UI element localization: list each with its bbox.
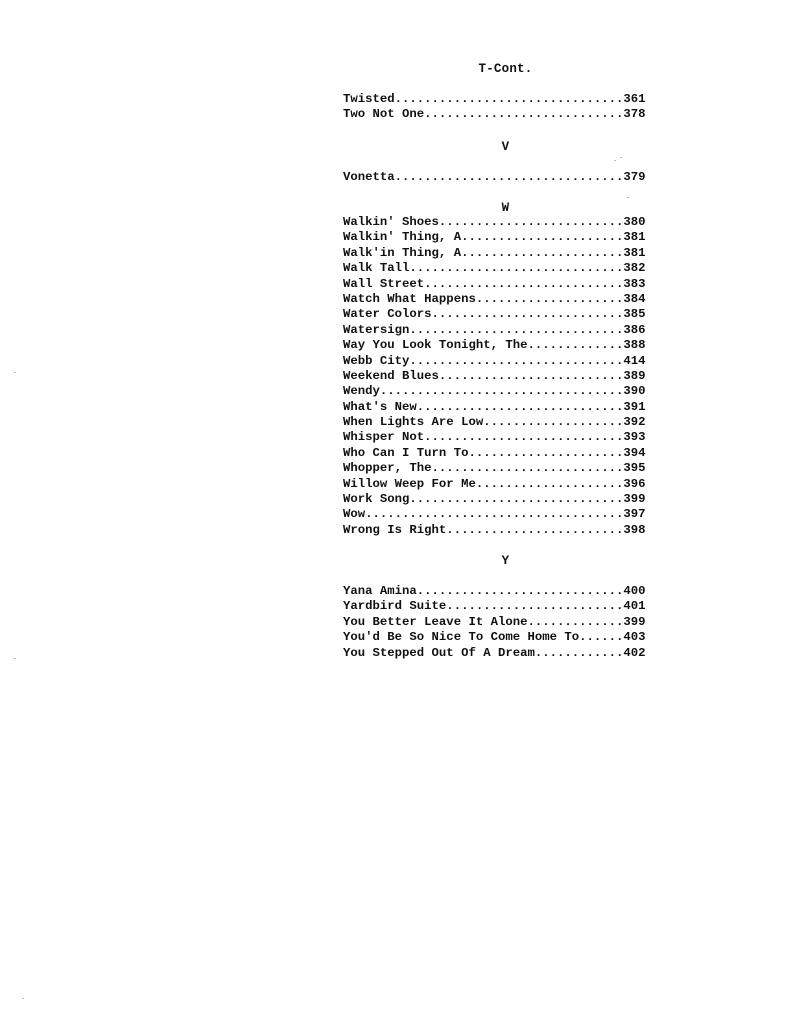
index-entry: When Lights Are Low...................392 [343, 415, 646, 430]
section-heading-t-cont: T-Cont. [478, 62, 533, 76]
index-entry: Whisper Not...........................393 [343, 430, 646, 445]
index-entry: Walkin' Thing, A......................381 [343, 230, 646, 245]
scan-speck [627, 197, 629, 198]
section-heading-w: W [501, 201, 510, 215]
section-heading-y: Y [501, 554, 510, 568]
index-entry: Who Can I Turn To.....................394 [343, 445, 646, 460]
section-heading-v: V [501, 140, 510, 154]
index-entry: Whopper, The..........................395 [343, 461, 646, 476]
index-entry: What's New............................391 [343, 399, 646, 414]
index-entry: You'd Be So Nice To Come Home To......403 [343, 630, 646, 645]
index-entry: You Better Leave It Alone.............399 [343, 614, 646, 629]
section-v-entries [343, 170, 668, 185]
index-entry: Wall Street...........................383 [343, 276, 646, 291]
section-t-entries [343, 92, 668, 123]
index-entry: Walkin' Shoes.........................380 [343, 215, 646, 229]
index-entry: Vonetta...............................379 [343, 170, 646, 184]
index-entry: Water Colors..........................385 [343, 307, 646, 322]
index-entry: Two Not One...........................378 [343, 107, 646, 122]
index-entry: Yardbird Suite........................401 [343, 599, 646, 614]
index-entry: Wow...................................397 [343, 507, 646, 522]
scan-speck [620, 157, 622, 158]
index-entry: Way You Look Tonight, The.............388 [343, 338, 646, 353]
index-entry: Wrong Is Right........................398 [343, 522, 646, 537]
scan-speck [14, 658, 16, 659]
index-entry: Walk Tall.............................382 [343, 261, 646, 276]
index-entry: Twisted...............................361 [343, 92, 646, 106]
index-entry: Wendy.................................390 [343, 384, 646, 399]
index-entry: Watersign.............................386 [343, 322, 646, 337]
section-w-entries [343, 215, 668, 538]
index-entry: Willow Weep For Me....................396 [343, 476, 646, 491]
scan-speck [22, 998, 24, 999]
index-entry: Webb City.............................414 [343, 353, 646, 368]
scan-speck [614, 160, 616, 161]
index-entry: Watch What Happens....................384 [343, 291, 646, 306]
index-entry: Weekend Blues.........................389 [343, 368, 646, 383]
index-entry: Work Song.............................399 [343, 492, 646, 507]
section-y-entries [343, 584, 668, 661]
index-entry: Yana Amina............................400 [343, 584, 646, 598]
scan-speck [14, 372, 16, 373]
index-entry: Walk'in Thing, A......................381 [343, 245, 646, 260]
index-entry: You Stepped Out Of A Dream............402 [343, 645, 646, 660]
